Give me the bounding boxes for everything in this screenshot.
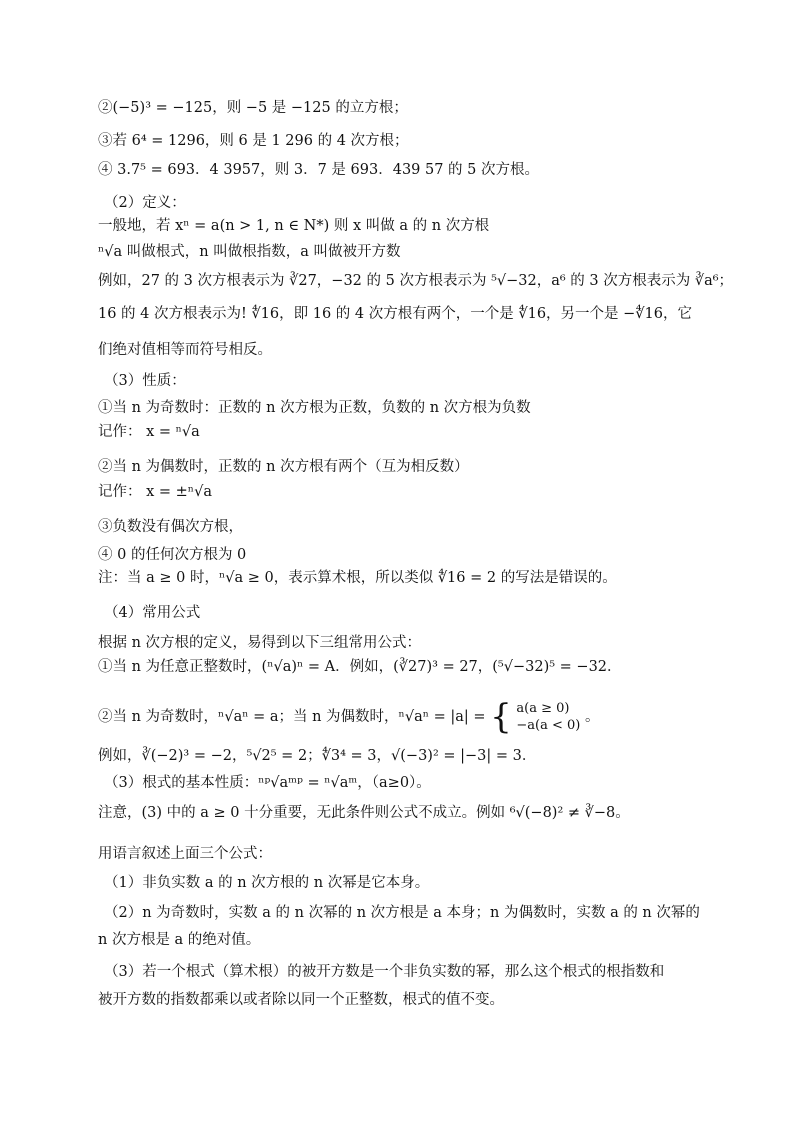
text-line: 16 的 4 次方根表示为! ∜16，即 16 的 4 次方根有两个，一个是 ∜16，另一个是 −∜16，它: [98, 306, 692, 322]
formula-line: 例如，∛(−2)³ = −2，⁵√2⁵ = 2；∜3⁴ = 3，√(−3)² = |−3| = 3．: [98, 748, 537, 764]
text-line: ②(−5)³ = −125，则 −5 是 −125 的立方根；: [98, 100, 408, 116]
text-line: （1）非负实数 a 的 n 次方根的 n 次幂是它本身。: [104, 875, 430, 891]
text-line: 根据 n 次方根的定义，易得到以下三组常用公式：: [98, 635, 422, 651]
text-line: ③负数没有偶次方根，: [98, 519, 243, 535]
text-line: 注：当 a ≥ 0 时，ⁿ√a ≥ 0，表示算术根，所以类似 ∜16 = 2 的写法是错误的。: [98, 570, 617, 586]
text-line: （2）n 为奇数时，实数 a 的 n 次幂的 n 次方根是 a 本身；n 为偶数时，实数 a 的 n 次幂的: [104, 905, 700, 921]
text-line: ②当 n 为偶数时，正数的 n 次方根有两个（互为相反数）: [98, 459, 469, 475]
piecewise-cases: [516, 700, 580, 734]
text-line: 一般地，若 xⁿ = a(n > 1, n ∈ N*) 则 x 叫做 a 的 n 次方根: [98, 218, 490, 234]
text-line: ①当 n 为奇数时：正数的 n 次方根为正数，负数的 n 次方根为负数: [98, 400, 531, 416]
text-line: （3）若一个根式（算术根）的被开方数是一个非负实数的幂，那么这个根式的根指数和: [104, 964, 665, 980]
formula-line: 记作： x = ±ⁿ√a: [98, 484, 212, 500]
formula-line: 记作： x = ⁿ√a: [98, 424, 200, 440]
section-heading: （3）根式的基本性质：ⁿᵖ√aᵐᵖ = ⁿ√aᵐ，（a≥0）。: [104, 775, 431, 791]
section-heading: （3）性质：: [104, 373, 186, 389]
section-heading: （4）常用公式: [104, 605, 201, 621]
text-line: 被开方数的指数都乘以或者除以同一个正整数，根式的值不变。: [98, 992, 504, 1008]
text-line: n 次方根是 a 的绝对值。: [98, 932, 261, 948]
text-line: 注意，(3) 中的 a ≥ 0 十分重要，无此条件则公式不成立。例如 ⁶√(−8)² ≠ ∛−8。: [98, 805, 630, 821]
line-end: 。: [584, 709, 600, 725]
formula-text: ②当 n 为奇数时，ⁿ√aⁿ = a；当 n 为偶数时，ⁿ√aⁿ = |a| =: [98, 709, 486, 725]
formula-line: [98, 697, 600, 737]
text-line: ④ 3.7⁵ = 693．4 3957，则 3．7 是 693．439 57 的 5 次方根。: [98, 162, 540, 178]
text-line: ③若 6⁴ = 1296，则 6 是 1 296 的 4 次方根；: [98, 133, 409, 149]
text-line: ⁿ√a 叫做根式，n 叫做根指数，a 叫做被开方数: [98, 244, 401, 260]
brace-symbol: {: [490, 697, 512, 737]
text-line: 们绝对值相等而符号相反。: [98, 342, 272, 358]
section-heading: （2）定义：: [104, 195, 186, 211]
text-line: 用语言叙述上面三个公式：: [98, 846, 272, 862]
case-2: −a(a < 0): [516, 718, 581, 733]
formula-line: ①当 n 为任意正整数时，(ⁿ√a)ⁿ = A．例如，(∛27)³ = 27，(⁵√−32)⁵ = −32．: [98, 659, 622, 675]
text-line: ④ 0 的任何次方根为 0: [98, 547, 247, 563]
text-line: 例如，27 的 3 次方根表示为 ∛27，−32 的 5 次方根表示为 ⁵√−32，a⁶ 的 3 次方根表示为 ∛a⁶；: [98, 273, 734, 289]
case-1: a(a ≥ 0): [516, 701, 570, 716]
